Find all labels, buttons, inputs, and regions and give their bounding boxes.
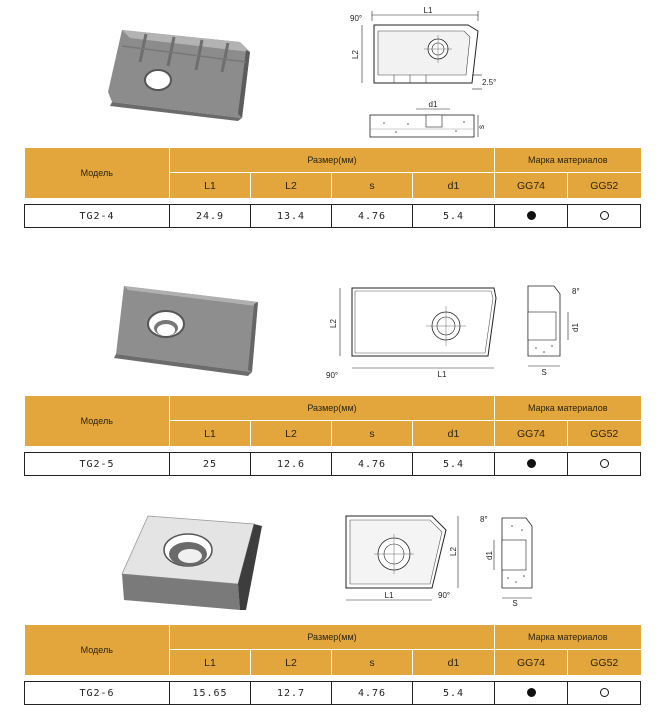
d1-cell: 5.4: [413, 205, 495, 228]
material-header: Марка материалов: [495, 396, 641, 421]
s-cell: 4.76: [332, 205, 413, 228]
model-cell: TG2-6: [25, 682, 170, 705]
gg74-cell: [495, 453, 568, 476]
open-circle-icon: [600, 211, 609, 220]
dim-s-label: S: [541, 368, 547, 377]
filled-circle-icon: [527, 459, 536, 468]
dim-l2-label: L2: [351, 50, 360, 59]
column-l2: L2: [251, 173, 332, 199]
product-photo-tg2-6: [112, 512, 272, 612]
column-s: s: [332, 173, 413, 199]
l1-cell: 15.65: [170, 682, 251, 705]
filled-circle-icon: [527, 688, 536, 697]
column-d1: d1: [413, 421, 495, 447]
open-circle-icon: [600, 688, 609, 697]
gg52-cell: [568, 205, 641, 228]
column-gg74: GG74: [495, 421, 568, 447]
spec-table-tg2-5: [24, 396, 641, 476]
dim-l2-label: L2: [449, 547, 458, 556]
model-header: Модель: [25, 148, 170, 198]
tilt-angle-label: 8°: [480, 515, 488, 524]
dim-d1-label: d1: [571, 323, 580, 332]
angle-label: 90°: [438, 591, 451, 600]
column-l1: L1: [170, 421, 251, 447]
open-circle-icon: [600, 459, 609, 468]
spec-table-tg2-4: [24, 148, 641, 228]
gg52-cell: [568, 682, 641, 705]
technical-drawing-tg2-5: [322, 282, 592, 382]
column-gg52: GG52: [568, 650, 641, 676]
dim-l1-label: L1: [437, 370, 447, 379]
s-cell: 4.76: [332, 682, 413, 705]
model-cell: TG2-4: [25, 205, 170, 228]
l2-cell: 12.7: [251, 682, 332, 705]
dim-d1-label: d1: [485, 551, 494, 560]
column-gg52: GG52: [568, 421, 641, 447]
technical-drawing-tg2-6: [334, 508, 554, 608]
material-header: Марка материалов: [495, 625, 641, 650]
column-s: s: [332, 650, 413, 676]
l2-cell: 13.4: [251, 205, 332, 228]
column-l1: L1: [170, 173, 251, 199]
angle-label: 90°: [350, 14, 363, 23]
d1-cell: 5.4: [413, 682, 495, 705]
column-s: s: [332, 421, 413, 447]
gg74-cell: [495, 205, 568, 228]
table-row: [25, 205, 641, 228]
dim-l1-label: L1: [384, 591, 394, 600]
column-gg74: GG74: [495, 650, 568, 676]
angle-label: 90°: [326, 371, 339, 380]
l1-cell: 25: [170, 453, 251, 476]
material-header: Марка материалов: [495, 148, 641, 173]
tilt-angle-label: 2.5°: [482, 78, 497, 87]
l1-cell: 24.9: [170, 205, 251, 228]
tilt-angle-label: 8°: [572, 287, 580, 296]
technical-drawing-tg2-4: [338, 5, 508, 143]
model-cell: TG2-5: [25, 453, 170, 476]
size-header: Размер(мм): [170, 396, 495, 421]
dim-d1-label: d1: [428, 100, 438, 109]
gg52-cell: [568, 453, 641, 476]
model-header: Модель: [25, 625, 170, 675]
table-row: [25, 682, 641, 705]
model-header: Модель: [25, 396, 170, 446]
spec-table-tg2-6: [24, 625, 641, 705]
dim-s-label: S: [512, 599, 518, 608]
filled-circle-icon: [527, 211, 536, 220]
gg74-cell: [495, 682, 568, 705]
dim-l1-label: L1: [423, 6, 433, 15]
column-gg52: GG52: [568, 173, 641, 199]
s-cell: 4.76: [332, 453, 413, 476]
d1-cell: 5.4: [413, 453, 495, 476]
column-l1: L1: [170, 650, 251, 676]
column-gg74: GG74: [495, 173, 568, 199]
product-photo-tg2-4: [100, 22, 260, 122]
l2-cell: 12.6: [251, 453, 332, 476]
column-d1: d1: [413, 173, 495, 199]
dim-s-label: s: [477, 125, 486, 129]
size-header: Размер(мм): [170, 625, 495, 650]
column-l2: L2: [251, 421, 332, 447]
column-l2: L2: [251, 650, 332, 676]
size-header: Размер(мм): [170, 148, 495, 173]
dim-l2-label: L2: [329, 319, 338, 328]
table-row: [25, 453, 641, 476]
column-d1: d1: [413, 650, 495, 676]
product-photo-tg2-5: [108, 280, 268, 380]
